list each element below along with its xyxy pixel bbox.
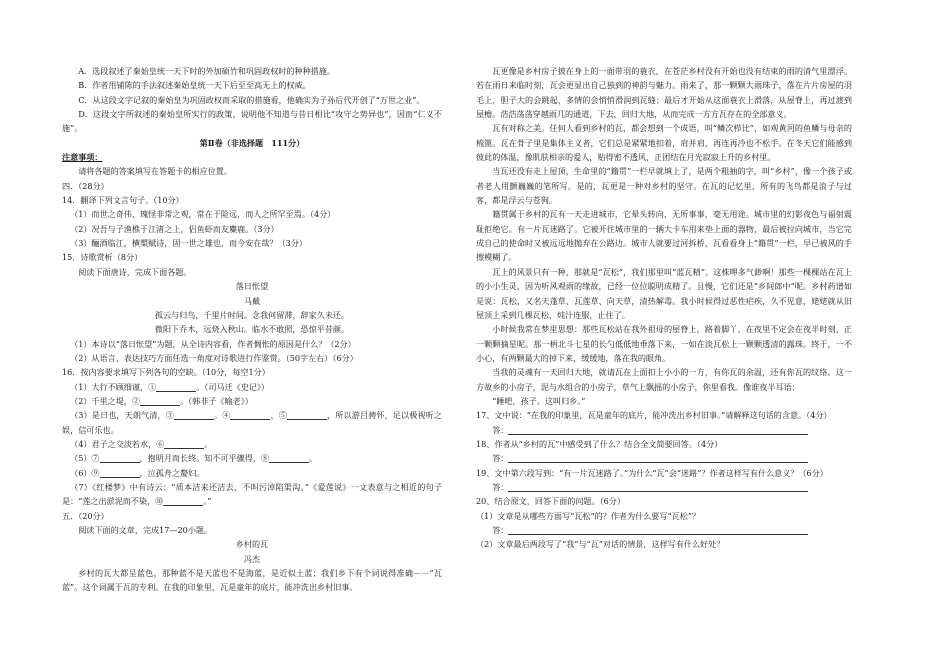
left-line-11: （3）酾酒临江，横槊赋诗，固一世之雄也，而今安在哉？（3分） [70,238,308,249]
left-line-13: 阅读下面唐诗，完成下面各题。 [78,266,192,277]
left-line-16: 孤云与归鸟，千里片时间。念我何留滞，辞家久未还。 [154,309,350,320]
right-line-11: 答： [476,451,852,465]
left-line-31: 冯杰 [243,553,261,564]
left-line-21: （1）大行不顾细谨，① 。（司马迁《史记》） [70,381,270,392]
right-line-2: 当瓦还没有走上屋顶，生命里的“籍贯”一栏早就填上了，是两个粗抽的字，叫“乡村”，像一个孩子或者老人用颤巍巍的笔所写。是的，瓦更是一种对乡村的坚守。在瓦的记忆里，所有的飞鸟都是浪子与过客，都是浮云与苍狗。 [476,166,852,206]
left-line-22: （2）千里之堤，② 。（韩非子《喻老》） [70,395,253,406]
left-column [62,64,442,595]
right-line-1: 瓦有对称之美。任何人看到乡村的瓦，都会想到一个成语，叫“鳞次栉比”，如观黄河的鱼鳞与母亲的梳篦。瓦在骨子里是集体主义者，它们总是紧紧地扣着，肩并肩，再连再冷也不松手。在冬天它们能感到彼此的体温，像肌肤相亲的爱人，贴得密不透风，正团结在月光寂寂上升的乡村里。 [476,123,852,163]
right-line-10: 18、作者从“乡村的瓦”中感受到了什么？结合全文简要回答。（4分） [476,438,723,449]
left-line-15: 马戴 [243,295,261,306]
left-line-30: 乡村的瓦 [235,539,269,550]
right-line-6: 当我的灵魂有一天回归大地，就请瓦在上面扣上小小的一方，有你瓦的余温，还有你瓦的纹络。这一方故乡的小房子，泥与水组合的小房子，草气上飘摇的小房子，你里看我。像谁夜半耳语： [476,367,852,392]
right-line-5: 小时候我常在梦里思想：那些瓦松站在我外祖母的屋脊上，路着脚丫，在夜里不定会在夜半时刻，正一颗颗摘星呢。那一柄北斗七星的长勺低低地垂落下来，一如在淡瓦松上一颗颗透清的露珠。终于，一不小心，有两颗最大的掉下来，缓缓地，落在我的眼角。 [476,324,852,363]
right-column [476,64,852,552]
left-line-5: 注意事项： [62,152,103,163]
left-line-4: 第Ⅱ卷（非选择题 111分） [199,137,305,148]
right-line-4: 瓦上的风景只有一种，那就是“瓦松”，我们那里叫“蓝瓦精”。这株呷多气渺啊！那些一棵棵站在瓦上的小小生灵，因为听风观雨的缘故，已经一位位聪明成精了。且慢，它们还是“乡间郎中”呢。乡村药谱如是说：瓦松，又名天蓬草、瓦莲草、向天草，清热解毒。我小时候得过恶性疟疾，久不见意，姥姥就从旧屋顶上采到几棵瓦松，炖汁连服，止住了。 [476,266,852,320]
right-line-8: 17、文中说：“在我的印象里，瓦是童年的底片，能冲洗出乡村旧事。”请解释这句话的含意。（4分） [476,410,832,421]
right-line-17: （2）文章最后两段写了“我”与“瓦”对话的情景，这样写有什么好处？ [476,539,725,550]
left-line-8: 14．翻译下列文言句子。（10分） [62,195,184,206]
right-line-7: “睡吧，孩子。这叫归乡。” [492,395,586,406]
left-line-10: （2）况吾与子渔樵于江渚之上，侣鱼虾而友麋鹿。（3分） [70,223,279,234]
right-line-0: 瓦更像是乡村房子披在身上的一面带羽的蓑衣，在苍茫乡村没有开始也没有结束的雨的清气里漂浮。若在雨日来临时刻，瓦会更显出自己独到的神韵与魅力。雨来了，那一颗颗大雨珠子，落在片片房屋的羽毛上，胆子大的会跳起，多情的会悄悄滑润到瓦缝；最后才开始从这面蓑衣上滑落，从屋脊上，再过渡到屋檐。浩浩荡荡穿越雨几的通道，下去，回归大地，从而完成一方方瓦存在的全部意义。 [476,66,852,120]
left-line-32: 乡村的瓦大都呈蓝色，那种蓝不是天蓝也不是海蓝，是近似土蓝；我们乡下有个词说得准确－－“瓦蓝”。这个词属于瓦的专利。在我的印象里，瓦是童年的底片，能冲洗出乡村旧事。 [62,568,442,593]
left-line-23: （3）是日也，天朗气清，③ 。④ ，⑤ ，所以游目骋怀，足以极视听之娱，信可乐也。 [62,410,442,435]
left-line-3: D．这段文字所叙述的秦始皇所实行的政策，说明他不知道与昔日相比“攻守之势异也”，因而“仁义不施”。 [62,109,442,134]
left-line-6: 请将各题的答案填写在答题卡的相应位置。 [78,166,232,177]
left-line-12: 15．诗歌赏析（8分） [62,252,143,263]
left-line-14: 落日怅望 [235,281,269,292]
left-line-19: （2）从语言、表达技巧方面任选一角度对诗歌进行作鉴赏。（50字左右）（6分） [70,352,358,363]
left-line-20: 16．按内容要求填写下列各句的空缺。（10分，每空1分） [62,367,270,378]
right-line-9: 答： [476,423,852,437]
right-line-14: 20、结合原文，回答下面的问题。（6分） [476,496,625,507]
left-line-18: （1）本诗以“落日怅望”为题，从全诗内容看，作者惆怅的原因是什么？（2分） [70,338,356,349]
right-line-15: （1）文章是从哪些方面写“瓦松”的？作者为什么要写“瓦松”？ [476,510,701,521]
left-line-24: （4）君子之交淡若水，⑥ 。 [70,438,213,449]
left-line-9: （1）而世之奇伟、瑰怪非常之观，常在于险远，而人之所罕至焉。（4分） [70,209,336,220]
left-line-17: 微阳下乔木，远烧入秋山。临水不敢照，恐惊平昔颜。 [154,324,350,335]
left-line-28: 五．（20分） [62,510,109,521]
right-line-3: 籍贯属于乡村的瓦有一天走进城市，它晕头转向，无所事事，毫无用途。城市里的幻影夜色与福射震耻拒绝它。有一片瓦迷路了。它被开往城市里的一辆大卡车用来垫上面的器物，最后被拉向城市，当它完成自己的使命时又被远远地抛弃在公路边。城市人就要过河拆桥，瓦看看身上“籍贯”一栏，早已被风的手擦模糊了。 [476,209,852,263]
left-line-2: C．从这段文字记叙的秦始皇为巩固政权而采取的措施看，他确实为子孙后代开创了“万世之业”。 [78,94,425,105]
left-line-1: B．作者用铺陈的手法叙述秦始皇统一天下后至至高无上的权威。 [78,80,311,91]
right-line-16: 答： [476,523,852,537]
left-line-29: 阅读下面的文章，完成17—20小题。 [78,525,213,535]
left-line-7: 四．（28分） [62,180,109,191]
left-line-0: A．选段叙述了秦始皇统一天下时的外加硕竹和巩固政权时的种种措施。 [78,66,335,76]
left-line-25: （5）⑦ ，抱明月而长终。知不可乎骤得，⑧ 。 [70,453,318,464]
right-line-12: 19、文中第六段写到：“有一片瓦迷路了。”为什么“瓦”会“迷路”？作者这样写有什么意义？（6分） [476,467,828,478]
left-line-27: （7）《红楼梦》中有诗云：“质本洁来还洁去，不叫污淖陷渠沟。”《爱莲说》一文表意与之相近的句子是：“莲之出淤泥而不染，⑩ 。” [62,481,442,507]
right-line-13: 答： [476,480,852,494]
left-line-26: （6）⑨ ，泣孤舟之嫠妇。 [70,467,205,478]
